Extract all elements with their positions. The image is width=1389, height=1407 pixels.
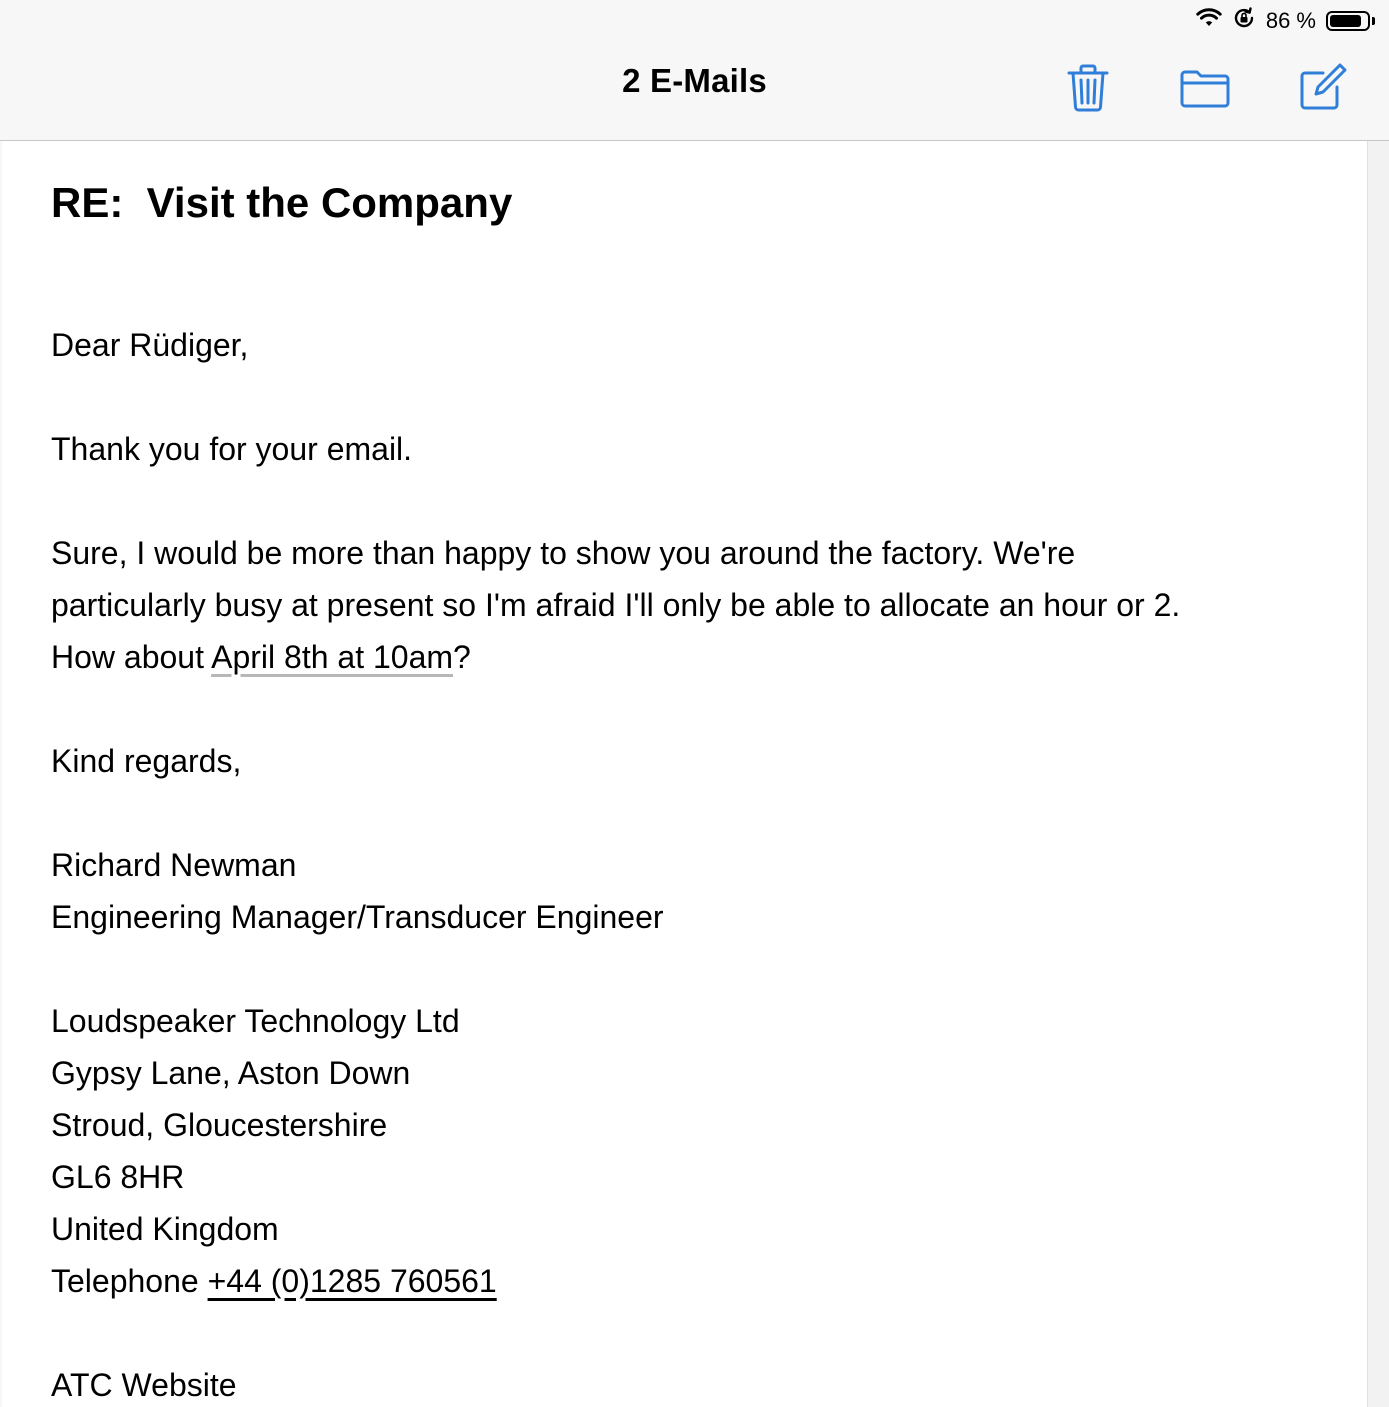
page-title: 2 E-Mails	[622, 62, 767, 99]
signature-address-1: Gypsy Lane, Aston Down	[51, 1055, 411, 1091]
message-subject: RE: Visit the Company	[51, 179, 513, 226]
paragraph-line-1: Sure, I would be more than happy to show you around the factory. We're	[51, 535, 1076, 571]
signature-role: Engineering Manager/Transducer Engineer	[51, 899, 664, 935]
battery-icon	[1326, 11, 1375, 31]
scroll-area	[1367, 141, 1389, 1407]
wifi-icon	[1196, 8, 1222, 34]
status-bar	[0, 0, 1389, 40]
paragraph-line-3-suffix: ?	[453, 639, 471, 675]
signature-telephone	[51, 1255, 1180, 1307]
thanks-line: Thank you for your email.	[51, 431, 413, 467]
rotation-lock-icon	[1232, 6, 1256, 36]
date-link[interactable]: April 8th at 10am	[211, 639, 454, 675]
status-indicators	[1196, 6, 1375, 36]
folder-icon	[1179, 67, 1231, 109]
website-link[interactable]: ATC Website	[51, 1367, 237, 1403]
move-to-folder-button[interactable]	[1175, 60, 1235, 116]
telephone-link[interactable]: +44 (0)1285 760561	[207, 1263, 497, 1299]
telephone-label: Telephone	[51, 1263, 208, 1299]
compose-button[interactable]	[1292, 60, 1352, 116]
message-body	[51, 319, 1180, 1407]
signature-address-2: Stroud, Gloucestershire	[51, 1107, 388, 1143]
paragraph-line-3-prefix: How about	[51, 639, 212, 675]
trash-button[interactable]	[1058, 60, 1118, 116]
signature-country: United Kingdom	[51, 1211, 279, 1247]
signature-postcode: GL6 8HR	[51, 1159, 185, 1195]
signature-company: Loudspeaker Technology Ltd	[51, 1003, 460, 1039]
paragraph-line-2: particularly busy at present so I'm afraid I'll only be able to allocate an hour or 2.	[51, 587, 1181, 623]
message-view[interactable]	[2, 141, 1367, 1407]
trash-icon	[1066, 63, 1110, 113]
battery-percent: 86 %	[1265, 8, 1316, 33]
compose-icon	[1297, 63, 1347, 113]
greeting: Dear Rüdiger,	[51, 327, 249, 363]
closing: Kind regards,	[51, 743, 242, 779]
signature-name: Richard Newman	[51, 847, 297, 883]
battery-level	[1330, 15, 1361, 27]
navigation-bar	[0, 40, 1389, 141]
paragraph-line-3	[51, 631, 1180, 683]
